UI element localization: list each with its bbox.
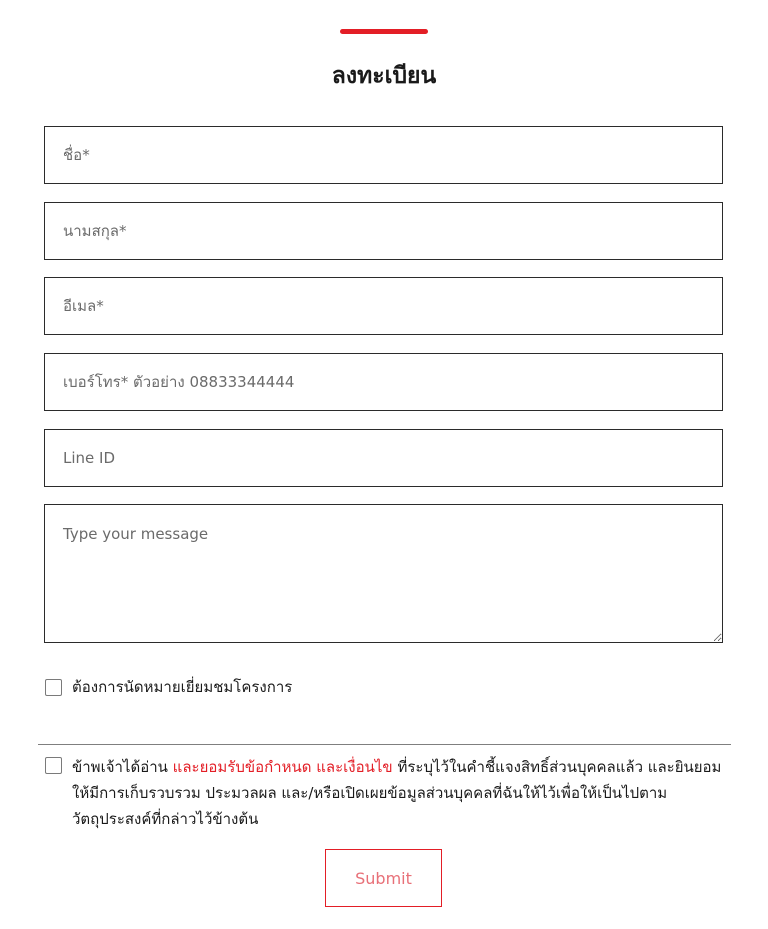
consent-text-before: ข้าพเจ้าได้อ่าน bbox=[72, 758, 173, 776]
first-name-input[interactable] bbox=[44, 126, 723, 184]
last-name-input[interactable] bbox=[44, 202, 723, 260]
consent-checkbox[interactable] bbox=[45, 757, 62, 774]
consent-text-after: ที่ระบุไว้ในคำชี้แจงสิทธิ์ส่วนบุคคลแล้ว และยินยอมให้มีการเก็บรวบรวม ประมวลผล และ/หรือเปิดเผยข้อมูลส่วนบุคคลที่ฉันให้ไว้เพื่อให้เป็นไปตามวัตถุประสงค์ที่กล่าวไว้ข้างต้น bbox=[72, 758, 722, 828]
page-title: ลงทะเบียน bbox=[331, 63, 437, 89]
phone-input[interactable] bbox=[44, 353, 723, 411]
message-textarea[interactable] bbox=[44, 504, 723, 643]
appointment-label: ต้องการนัดหมายเยี่ยมชมโครงการ bbox=[72, 678, 293, 696]
email-input[interactable] bbox=[44, 277, 723, 335]
section-divider bbox=[38, 744, 731, 745]
appointment-checkbox[interactable] bbox=[45, 679, 62, 696]
title-accent-line bbox=[340, 29, 428, 34]
terms-link[interactable]: และยอมรับข้อกำหนด และเงื่อนไข bbox=[172, 758, 393, 776]
line-id-input[interactable] bbox=[44, 429, 723, 487]
submit-button[interactable]: Submit bbox=[325, 849, 442, 907]
consent-text bbox=[72, 754, 732, 832]
